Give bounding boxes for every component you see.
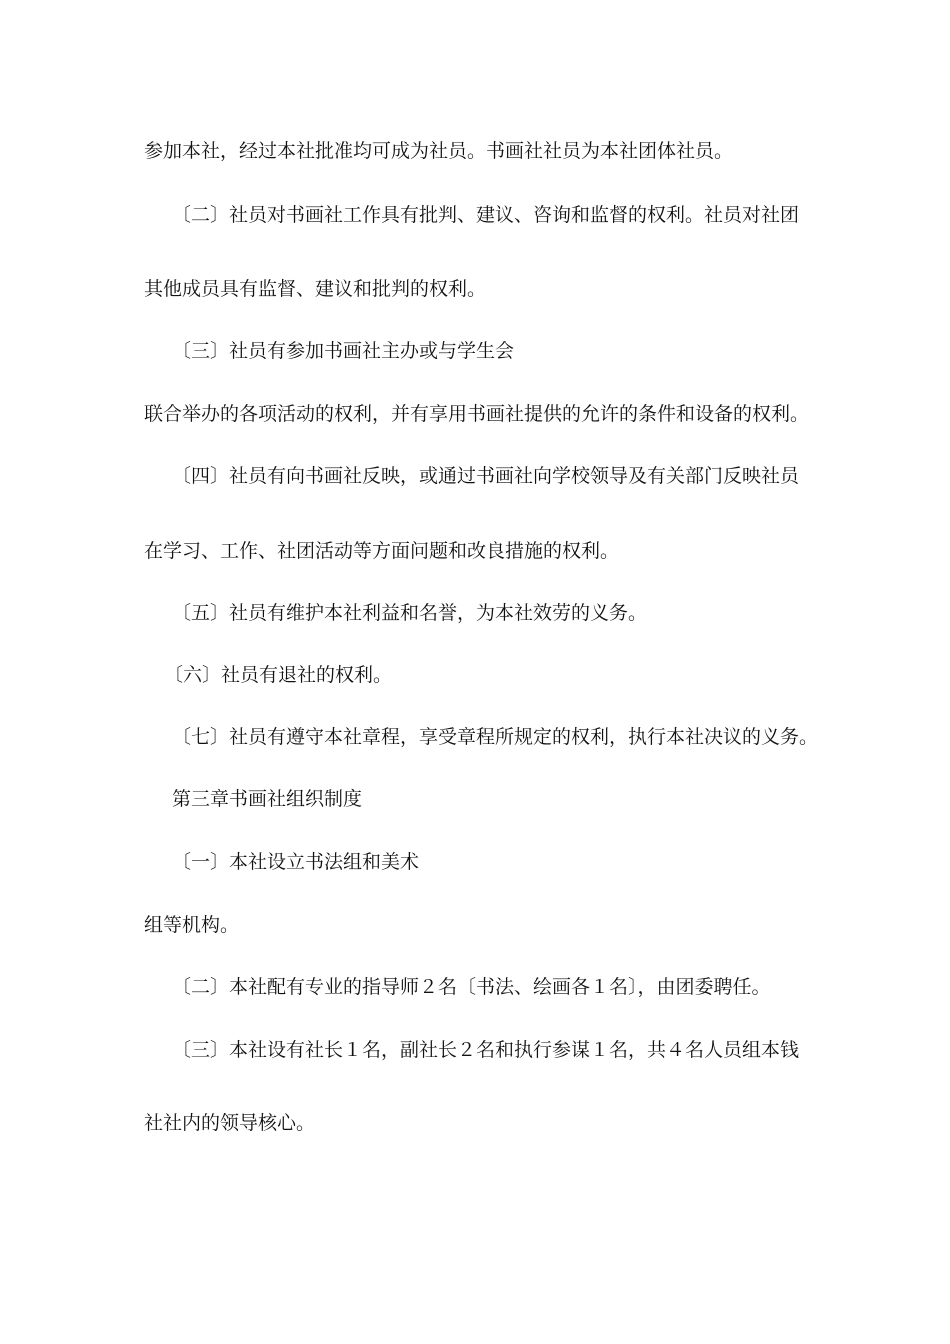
paragraph-line: 〔三〕本社设有社长１名，副社长２名和执行参谋１名，共４名人员组本钱 bbox=[172, 1039, 800, 1061]
paragraph-line: 组等机构。 bbox=[144, 914, 240, 936]
paragraph-line: 〔四〕社员有向书画社反映，或通过书画社向学校领导及有关部门反映社员 bbox=[172, 465, 800, 487]
paragraph-line: 联合举办的各项活动的权利，并有享用书画社提供的允许的条件和设备的权利。 bbox=[144, 403, 810, 425]
paragraph-line: 〔二〕本社配有专业的指导师２名〔书法、绘画各１名〕，由团委聘任。 bbox=[172, 976, 771, 998]
paragraph-line: 其他成员具有监督、建议和批判的权利。 bbox=[144, 278, 487, 300]
paragraph-line: 〔七〕社员有遵守本社章程，享受章程所规定的权利，执行本社决议的义务。 bbox=[172, 726, 819, 748]
paragraph-line: 在学习、工作、社团活动等方面问题和改良措施的权利。 bbox=[144, 540, 620, 562]
paragraph-line: 〔三〕社员有参加书画社主办或与学生会 bbox=[172, 340, 515, 362]
paragraph-line: 社社内的领导核心。 bbox=[144, 1112, 316, 1134]
chapter-heading: 第三章书画社组织制度 bbox=[172, 788, 363, 810]
paragraph-line: 〔六〕社员有退社的权利。 bbox=[164, 664, 393, 686]
paragraph-line: 〔二〕社员对书画社工作具有批判、建议、咨询和监督的权利。社员对社团 bbox=[172, 204, 800, 226]
paragraph-line: 参加本社，经过本社批准均可成为社员。书画社社员为本社团体社员。 bbox=[144, 140, 734, 162]
paragraph-line: 〔五〕社员有维护本社利益和名誉，为本社效劳的义务。 bbox=[172, 602, 648, 624]
paragraph-line: 〔一〕本社设立书法组和美术 bbox=[172, 851, 420, 873]
